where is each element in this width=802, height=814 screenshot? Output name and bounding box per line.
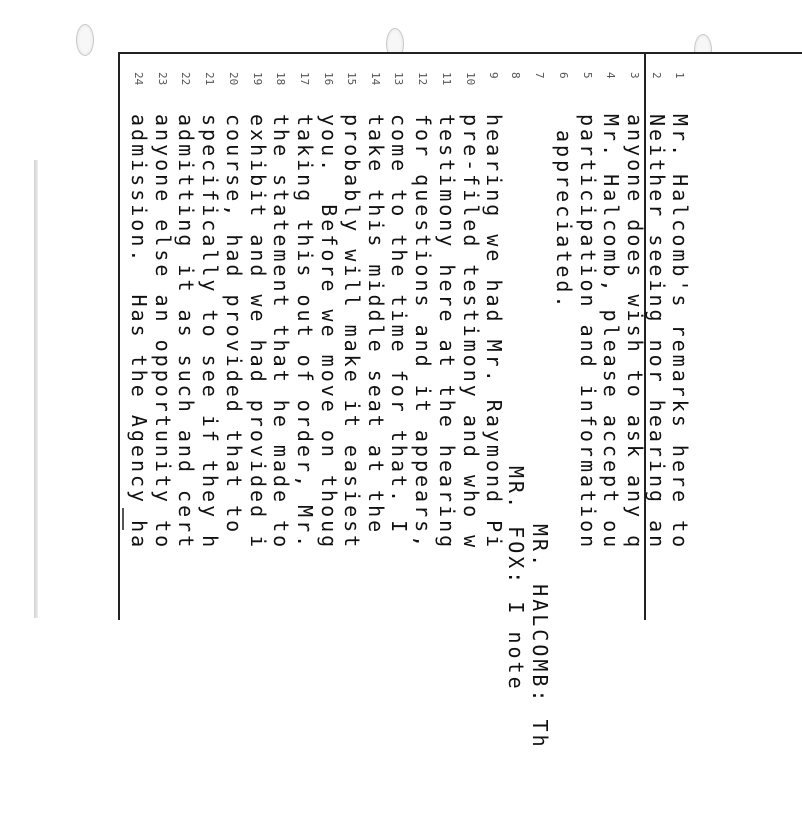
- line-number: 19: [251, 72, 264, 86]
- transcript-line: probably will make it easiest: [340, 114, 364, 551]
- rotated-page-content: [120, 54, 702, 750]
- transcript-line: hearing we had Mr. Raymond Pi: [482, 114, 506, 551]
- transcript-line: come to the time for that. I: [387, 114, 411, 536]
- line-number: 20: [227, 72, 240, 86]
- transcript-line: admitting it as such and cert: [174, 114, 198, 551]
- transcript-line: specifically to see if they h: [198, 114, 222, 551]
- line-number: 24: [132, 72, 145, 86]
- transcript-line: exhibit and we had provided i: [246, 114, 270, 551]
- line-number: 21: [203, 72, 216, 86]
- transcript-line: admission. Has the Agency ha: [127, 114, 151, 551]
- line-number: 17: [298, 72, 311, 86]
- transcript-line: taking this out of order, Mr.: [293, 114, 317, 551]
- line-number: 16: [322, 72, 335, 86]
- transcript-line: Mr. Halcomb's remarks here to: [668, 114, 692, 551]
- line-number: 3: [628, 72, 641, 79]
- line-number: 23: [156, 72, 169, 86]
- underlying-page-edge: [34, 160, 38, 618]
- line-number: 8: [509, 72, 522, 79]
- transcript-line: the statement that he made to: [269, 114, 293, 551]
- transcript-body: [120, 114, 702, 814]
- line-number: 4: [604, 72, 617, 79]
- transcript-line: MR. FOX: I note: [504, 466, 528, 692]
- line-number: 11: [440, 72, 453, 86]
- line-number-column: [120, 54, 702, 104]
- transcript-line: participation and information: [576, 114, 600, 551]
- transcript-line: anyone does wish to ask any q: [623, 114, 647, 551]
- transcript-page: [118, 52, 802, 750]
- line-number: 22: [179, 72, 192, 86]
- transcript-line: you. Before we move on thoug: [317, 114, 341, 551]
- binder-hole-left: [76, 24, 94, 56]
- transcript-line: appreciated.: [552, 130, 576, 311]
- line-number: 10: [464, 72, 477, 86]
- transcript-line: anyone else an opportunity to: [151, 114, 175, 551]
- line-number: 5: [581, 72, 594, 79]
- line-number: 2: [650, 72, 663, 79]
- transcript-line: course, had provided that to: [222, 114, 246, 536]
- line-number: 12: [416, 72, 429, 86]
- line-number: 15: [345, 72, 358, 86]
- line-number: 9: [487, 72, 500, 79]
- transcript-line: MR. HALCOMB: Th: [528, 524, 552, 750]
- transcript-line: for questions and it appears,: [411, 114, 435, 551]
- line-number: 6: [557, 72, 570, 79]
- line-number: 1: [673, 72, 686, 79]
- line-number: 13: [392, 72, 405, 86]
- transcript-line: testimony here at the hearing: [435, 114, 459, 551]
- line-number: 7: [533, 72, 546, 79]
- line-number: 14: [369, 72, 382, 86]
- transcript-line: pre-filed testimony and who w: [459, 114, 483, 551]
- line-number: 18: [274, 72, 287, 86]
- transcript-line: take this middle seat at the: [364, 114, 388, 536]
- transcript-line: Neither seeing nor hearing an: [645, 114, 669, 551]
- transcript-line: Mr. Halcomb, please accept ou: [599, 114, 623, 551]
